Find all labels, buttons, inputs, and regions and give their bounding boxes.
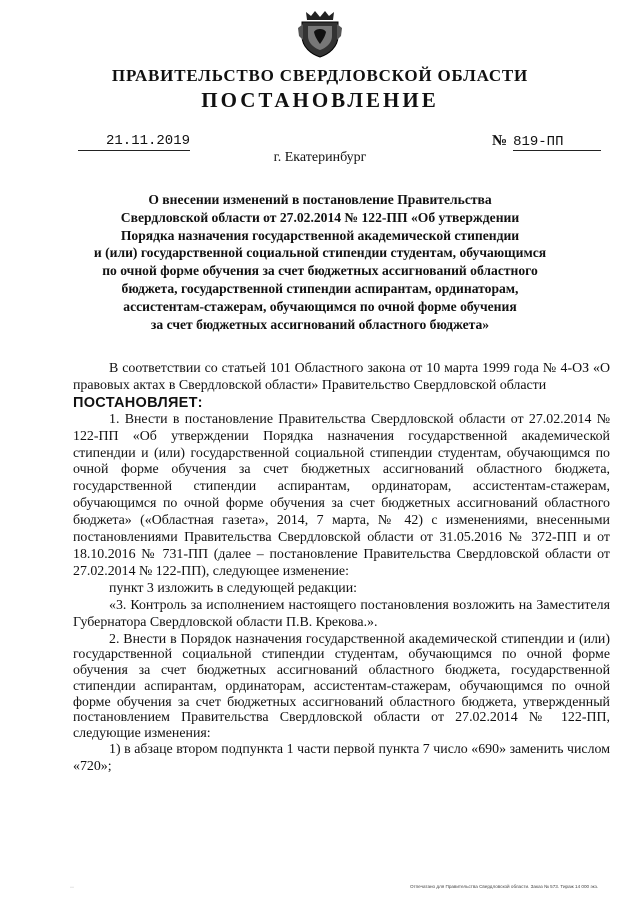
document-type: ПОСТАНОВЛЕНИЕ <box>201 88 439 112</box>
organization-name: ПРАВИТЕЛЬСТВО СВЕРДЛОВСКОЙ ОБЛАСТИ <box>111 66 529 85</box>
item-2-paragraph: 2. Внести в Порядок назначения государственной академической стипендии и (или) государственной социальной стипендии студентам, обучающимся по очной форме обучения за счет бюджетных ассигнований областного бюджета, государственной стипендии аспирантам, ординаторам, ассистентам-стажерам, обучающимся по очной форме обучения за счет бюджетных ассигнований областного бюджета, утвержденный постановлением Правительства Свердловской области от 27.02.2014 № 122-ПП, следующие изменения: <box>73 631 610 742</box>
city: г. Екатеринбург <box>273 150 367 165</box>
document-title <box>80 191 560 333</box>
title-line: бюджета, государственной стипендии аспирантам, ординаторам, <box>121 280 519 296</box>
item-1-paragraph: 1. Внести в постановление Правительства Свердловской области от 27.02.2014 № 122-ПП «Об утверждении Порядка назначения государственной академической стипендии и (или) государственной социальной стипендии студентам, обучающимся по очной форме обучения за счет бюджетных ассигнований областного бюджета, государственной стипендии аспирантам, ординаторам, ассистентам-стажерам, обучающимся по очной форме обучения за счет бюджетных ассигнований областного бюджета» («Областная газета», 2014, 7 марта, № 42) с изменениями, внесенными постановлениями Правительства Свердловской области от 31.05.2016 № 372-ПП и от 18.10.2016 № 731-ПП (далее – постановление Правительства Свердловской области от 27.02.2014 № 122-ПП), следующее изменение: <box>73 411 610 579</box>
document-body <box>73 361 610 776</box>
title-line: О внесении изменений в постановление Правительства <box>148 192 492 207</box>
item-1-quote: «3. Контроль за исполнением настоящего постановления возложить на Заместителя Губернатора Свердловской области П.В. Крекова.». <box>73 597 610 630</box>
item-1-subparagraph: пункт 3 изложить в следующей редакции: <box>109 580 358 596</box>
scan-mark: ·· <box>70 885 74 891</box>
title-line: ассистентам-стажерам, обучающимся по очной форме обучения <box>123 298 517 314</box>
document-date: 21.11.2019 <box>78 133 190 151</box>
title-line: по очной форме обучения за счет бюджетных ассигнований областного <box>102 263 538 279</box>
title-line: за счет бюджетных ассигнований областного бюджета» <box>150 316 490 332</box>
title-line: Свердловской области от 27.02.2014 № 122-ПП «Об утверждении <box>120 209 520 225</box>
number-sign: № <box>492 133 508 149</box>
item-2-subparagraph-1: 1) в абзаце втором подпункта 1 части первой пункта 7 число «690» заменить числом «720»; <box>73 742 610 774</box>
document-number: 819-ПП <box>513 134 601 151</box>
print-imprint: Отпечатано для Правительства Свердловской области. Заказ № 573. Тираж 14 000 экз. <box>410 884 599 889</box>
title-line: и (или) государственной социальной стипендии студентам, обучающимся <box>93 245 547 261</box>
preamble-paragraph: В соответствии со статьей 101 Областного закона от 10 марта 1999 года № 4-ОЗ «О правовых актах в Свердловской области» Правительство Свердловской области <box>73 361 610 393</box>
document-number-block <box>492 133 610 151</box>
title-line: Порядка назначения государственной академической стипендии <box>120 227 520 243</box>
decree-word: ПОСТАНОВЛЯЕТ: <box>73 394 203 411</box>
coat-of-arms-emblem <box>298 6 342 58</box>
